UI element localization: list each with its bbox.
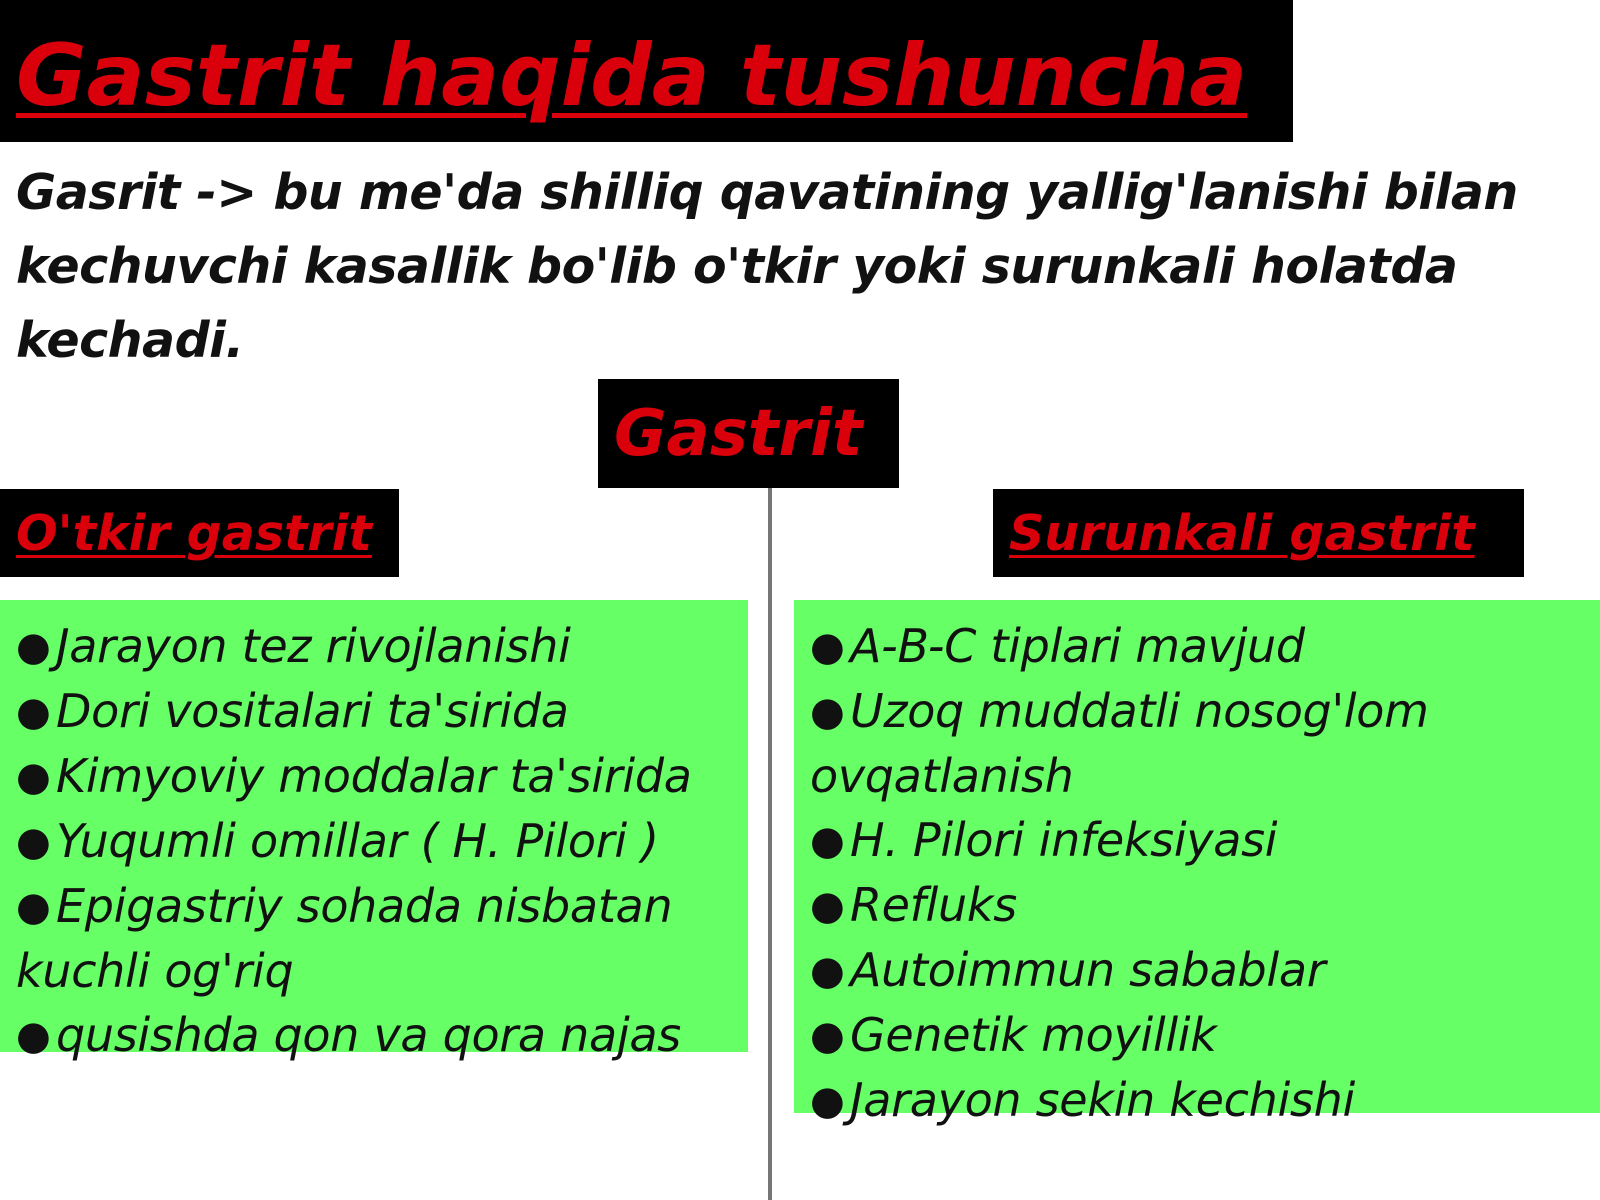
list-item xyxy=(16,744,734,809)
chronic-list-box xyxy=(794,600,1600,1127)
list-item-text: Jarayon sekin kechishi xyxy=(850,1073,1355,1127)
bullet-icon: ● xyxy=(810,1078,845,1124)
list-item-text: qusishda qon va qora najas xyxy=(56,1008,681,1062)
list-item-text: Autoimmun sabablar xyxy=(850,943,1326,997)
bullet-icon: ● xyxy=(810,883,845,929)
branch-acute-label: O'tkir gastrit xyxy=(16,505,372,562)
bullet-icon: ● xyxy=(810,948,845,994)
list-item-text: Kimyoviy moddalar ta'sirida xyxy=(56,749,692,803)
list-item-text: Genetik moyillik xyxy=(850,1008,1217,1062)
acute-list xyxy=(16,614,734,1068)
bullet-icon: ● xyxy=(16,754,51,800)
list-item xyxy=(810,1003,1586,1068)
list-item-text: A-B-C tiplari mavjud xyxy=(850,619,1305,673)
center-node xyxy=(598,379,899,488)
slide-title: Gastrit haqida tushuncha xyxy=(16,26,1248,126)
list-item xyxy=(16,1003,734,1068)
bullet-icon: ● xyxy=(16,624,51,670)
bullet-icon: ● xyxy=(16,1013,51,1059)
bullet-icon: ● xyxy=(810,1013,845,1059)
connector-line xyxy=(768,488,772,1200)
bullet-icon: ● xyxy=(16,689,51,735)
branch-chronic-label: Surunkali gastrit xyxy=(1009,505,1475,562)
list-item-text: Dori vositalari ta'sirida xyxy=(56,684,569,738)
list-item xyxy=(810,1068,1586,1133)
title-bar xyxy=(0,0,1293,142)
list-item xyxy=(16,614,734,679)
list-item xyxy=(810,808,1586,873)
list-item xyxy=(16,874,734,1003)
list-item xyxy=(810,938,1586,1003)
bullet-icon: ● xyxy=(810,624,845,670)
center-node-label: Gastrit xyxy=(614,397,863,471)
list-item-text: Yuqumli omillar ( H. Pilori ) xyxy=(56,814,659,868)
definition-text: Gasrit -> bu me'da shilliq qavatining yallig'lanishi bilan kechuvchi kasallik bo'lib o'tkir yoki surunkali holatda kechadi. xyxy=(16,164,1518,369)
list-item xyxy=(810,873,1586,938)
chronic-list xyxy=(810,614,1586,1133)
list-item-text: Uzoq muddatli nosog'lom ovqatlanish xyxy=(810,684,1429,803)
bullet-icon: ● xyxy=(16,884,51,930)
list-item-text: Epigastriy sohada nisbatan kuchli og'riq xyxy=(16,879,673,998)
bullet-icon: ● xyxy=(810,689,845,735)
list-item-text: Jarayon tez rivojlanishi xyxy=(56,619,571,673)
bullet-icon: ● xyxy=(16,819,51,865)
list-item xyxy=(16,679,734,744)
bullet-icon: ● xyxy=(810,818,845,864)
list-item-text: Refluks xyxy=(850,878,1017,932)
branch-chronic xyxy=(993,489,1524,577)
list-item xyxy=(810,614,1586,679)
list-item xyxy=(810,679,1586,808)
list-item xyxy=(16,809,734,874)
acute-list-box xyxy=(0,600,748,1062)
branch-acute xyxy=(0,489,399,577)
list-item-text: H. Pilori infeksiyasi xyxy=(850,813,1278,867)
